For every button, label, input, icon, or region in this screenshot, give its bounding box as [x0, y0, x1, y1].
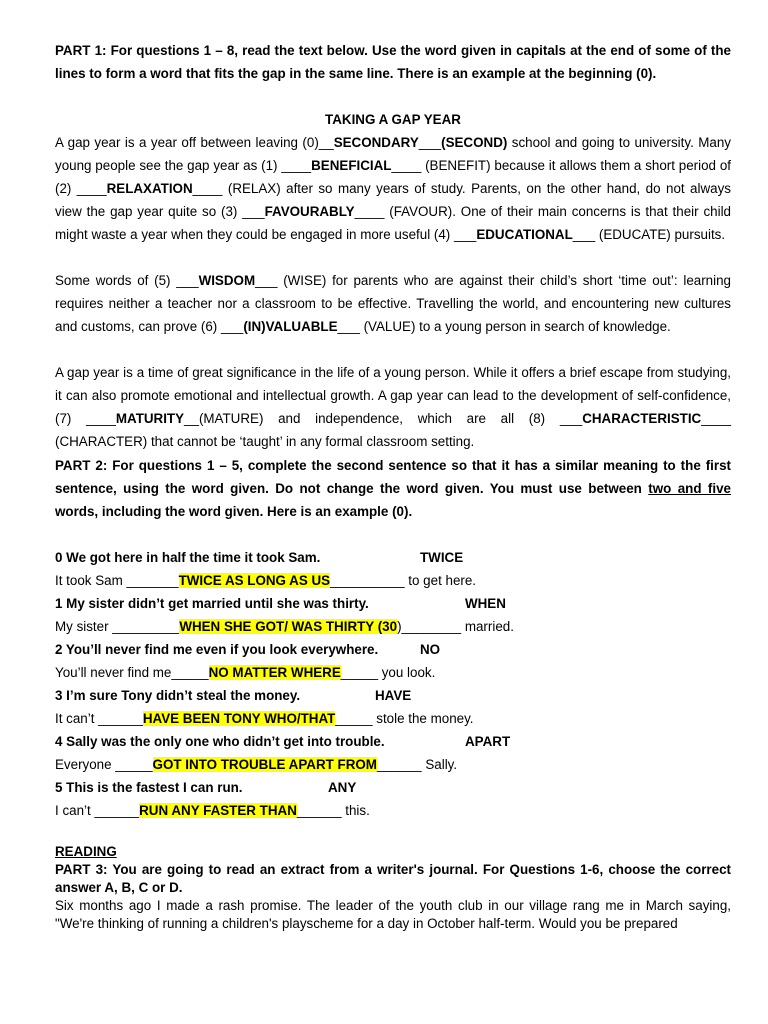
key-word: TWICE: [420, 550, 464, 565]
key-word: HAVE: [375, 688, 412, 703]
answer-8: CHARACTERISTIC: [582, 411, 702, 426]
highlighted-answer: RUN ANY FASTER THAN: [139, 803, 297, 818]
question-5: 5 This is the fastest I can run. ANY: [55, 776, 731, 799]
answer-line-2: You’ll never find me_____NO MATTER WHERE_____ you look.: [55, 665, 436, 680]
answer-line-4: Everyone _____GOT INTO TROUBLE APART FROM______ Sally.: [55, 757, 458, 772]
part1-paragraph-3: A gap year is a time of great significance in the life of a young person. While it offers a brief escape from studying, it can also promote emotional and intellectual growth. A gap year can lead to the development of self-confidence, (7) ____MATURITY__(MATURE) and independence, which are all (8) ___CHARACTERISTIC____ (CHARACTER) that cannot be ‘taught’ in any formal classroom setting.: [55, 365, 732, 449]
example-word: (SECOND): [441, 135, 508, 150]
part1-instructions: PART 1: For questions 1 – 8, read the text below. Use the word given in capitals at the end of some of the lines to form a word that fits the gap in the same line. There is an example at the beginning (0).: [55, 43, 731, 81]
highlighted-answer: NO MATTER WHERE: [208, 665, 341, 680]
part1-paragraph-2: Some words of (5) ___WISDOM___ (WISE) for parents who are against their child’s short ‘time out’: learning requires neither a teacher nor a classroom to be effective. Travelling the world, and encountering new cultures and customs, can prove (6) ___(IN)VALUABLE___ (VALUE) to a young person in search of knowledge.: [55, 273, 731, 334]
highlighted-answer: WHEN SHE GOT/ WAS THIRTY (30: [179, 619, 398, 634]
highlighted-answer: GOT INTO TROUBLE APART FROM: [152, 757, 377, 772]
answer-line-5: I can’t ______RUN ANY FASTER THAN______ this.: [55, 803, 370, 818]
highlighted-answer: HAVE BEEN TONY WHO/THAT: [142, 711, 336, 726]
passage-title: TAKING A GAP YEAR: [325, 112, 461, 127]
answer-3: FAVOURABLY: [264, 204, 355, 219]
answer-5: WISDOM: [198, 273, 256, 288]
answer-1: BENEFICIAL: [311, 158, 392, 173]
answer-line-3: It can’t ______HAVE BEEN TONY WHO/THAT_____ stole the money.: [55, 711, 474, 726]
part2-instructions: PART 2: For questions 1 – 5, complete the second sentence so that it has a similar meaning to the first sentence, using the word given. Do not change the word given. You must use between two and five words, including the word given. Here is an example (0).: [55, 458, 731, 519]
answer-line-0: It took Sam _______TWICE AS LONG AS US__________ to get here.: [55, 573, 477, 588]
answer-4: EDUCATIONAL: [476, 227, 573, 242]
question-2: 2 You’ll never find me even if you look everywhere. NO: [55, 638, 731, 661]
key-word: ANY: [328, 780, 357, 795]
reading-heading: READING: [55, 844, 117, 859]
answer-2: RELAXATION: [106, 181, 193, 196]
answer-line-1: My sister _________WHEN SHE GOT/ WAS THIRTY (30)________ married.: [55, 619, 514, 634]
key-word: NO: [420, 642, 441, 657]
reading-text: Six months ago I made a rash promise. The leader of the youth club in our village rang me in March saying, "We're thinking of running a children's playscheme for a day in October half-term. Would you be prepared: [55, 898, 731, 931]
key-word: WHEN: [465, 596, 506, 611]
question-4: 4 Sally was the only one who didn’t get into trouble. APART: [55, 730, 731, 753]
answer-0: SECONDARY: [333, 135, 419, 150]
question-3: 3 I’m sure Tony didn’t steal the money. HAVE: [55, 684, 731, 707]
part3-instructions: PART 3: You are going to read an extract from a writer's journal. For Questions 1-6, choose the correct answer A, B, C or D.: [55, 862, 731, 895]
part1-paragraph-1: A gap year is a year off between leaving (0)__SECONDARY___(SECOND) school and going to university. Many young people see the gap year as (1) ____BENEFICIAL____ (BENEFIT) because it allows them a short period of (2) ____RELAXATION____ (RELAX) after so many years of study. Parents, on the other hand, do not always view the gap year quite so (3) ___FAVOURABLY____ (FAVOUR). One of their main concerns is that their child might waste a year when they could be engaged in more useful (4) ___EDUCATIONAL___ (EDUCATE) pursuits.: [55, 135, 731, 242]
question-0: 0 We got here in half the time it took Sam. TWICE: [55, 546, 731, 569]
key-word: APART: [465, 734, 511, 749]
question-1: 1 My sister didn’t get married until she was thirty. WHEN: [55, 592, 731, 615]
answer-6: (IN)VALUABLE: [243, 319, 338, 334]
answer-7: MATURITY: [115, 411, 185, 426]
highlighted-answer: TWICE AS LONG AS US: [178, 573, 331, 588]
